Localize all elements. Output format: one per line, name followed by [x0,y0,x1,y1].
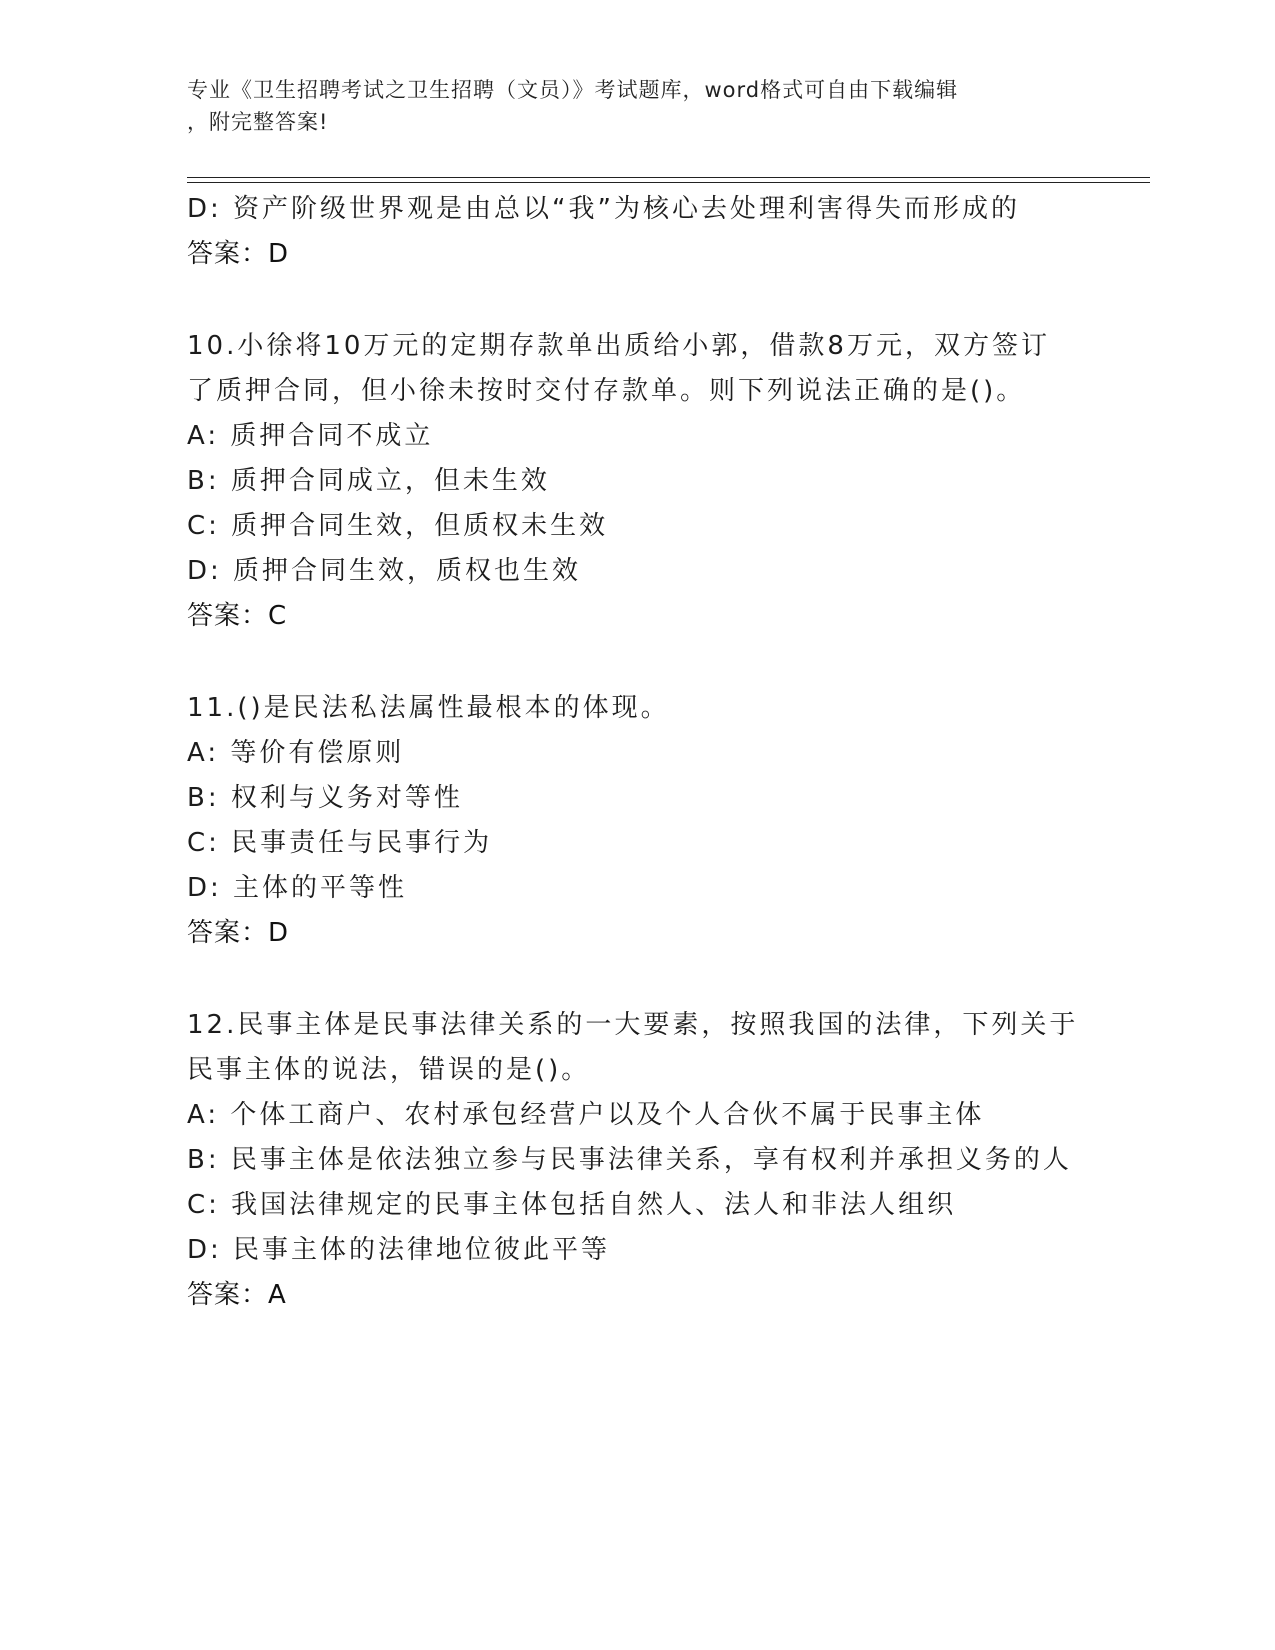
answer: 答案：D [187,239,290,269]
question-stem-line-1: 11.()是民法私法属性最根本的体现。 [187,693,670,723]
header-line-2: ，附完整答案! [187,110,329,134]
option-d: D: 资产阶级世界观是由总以“我”为核心去处理利害得失而形成的 [187,194,1020,224]
option-d: D: 质押合同生效，质权也生效 [187,556,582,586]
question-11 [187,686,1087,956]
answer: 答案：A [187,1280,287,1310]
option-c: C: 我国法律规定的民事主体包括自然人、法人和非法人组织 [187,1190,957,1220]
question-9-tail [187,187,1087,277]
header-line-1: 专业《卫生招聘考试之卫生招聘（文员）》考试题库，word格式可自由下载编辑 [187,78,959,102]
option-d: D: 主体的平等性 [187,873,408,903]
option-b: B: 民事主体是依法独立参与民事法律关系，享有权利并承担义务的人 [187,1145,1072,1175]
option-c: C: 民事责任与民事行为 [187,828,493,858]
option-b: B: 权利与义务对等性 [187,783,463,813]
question-stem-line-2: 了质押合同，但小徐未按时交付存款单。则下列说法正确的是()。 [187,376,1026,406]
option-a: A: 质押合同不成立 [187,421,434,451]
option-b: B: 质押合同成立，但未生效 [187,466,550,496]
header-divider-bottom [187,182,1150,183]
header-divider-top [187,177,1150,178]
answer: 答案：C [187,601,288,631]
question-10 [187,324,1087,639]
question-stem-line-1: 12.民事主体是民事法律关系的一大要素，按照我国的法律，下列关于 [187,1010,1079,1040]
option-a: A: 等价有偿原则 [187,738,405,768]
answer: 答案：D [187,918,290,948]
question-stem-line-2: 民事主体的说法，错误的是()。 [187,1055,591,1085]
option-d: D: 民事主体的法律地位彼此平等 [187,1235,611,1265]
question-stem-line-1: 10.小徐将10万元的定期存款单出质给小郭，借款8万元，双方签订 [187,331,1050,361]
document-header [187,74,1067,138]
question-12 [187,1003,1087,1318]
option-c: C: 质押合同生效，但质权未生效 [187,511,609,541]
option-a: A: 个体工商户、农村承包经营户以及个人合伙不属于民事主体 [187,1100,985,1130]
question-list [187,187,1087,1318]
